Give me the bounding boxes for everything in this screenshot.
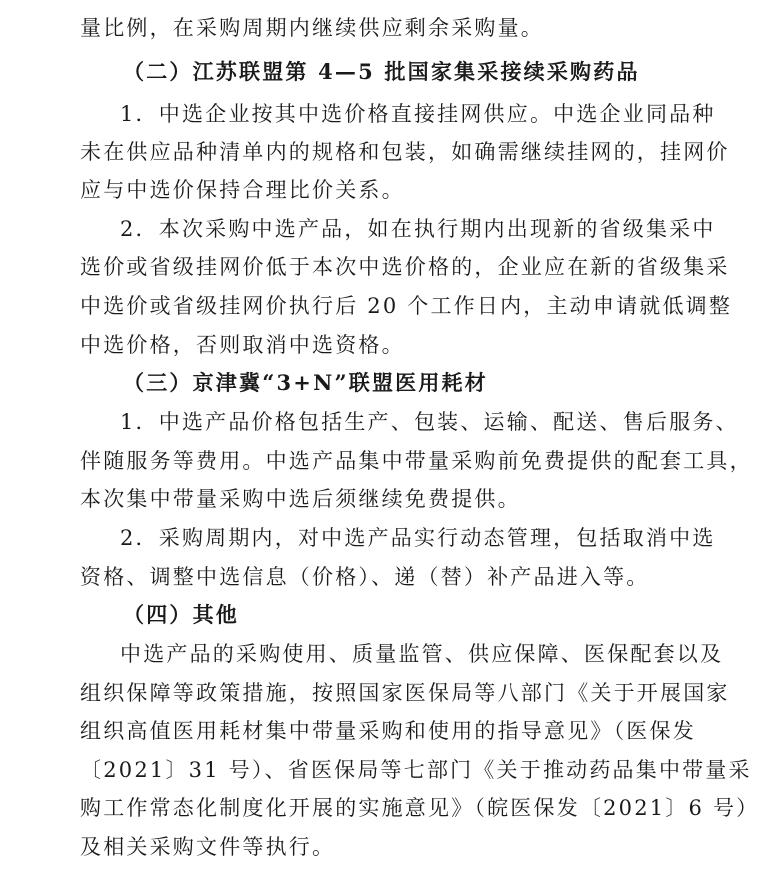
section-heading [0,368,771,398]
text-line [0,13,771,43]
line-text: 本次集中带量采购中选后须继续免费提供。 [80,487,521,511]
text-line [0,291,771,321]
text-line [0,755,771,785]
text-line [0,214,771,244]
line-text: 量比例，在采购周期内继续供应剩余采购量。 [80,16,544,40]
line-text: 未在供应品种清单内的规格和包装，如确需继续挂网的，挂网价 [80,140,730,164]
line-text: 1．中选企业按其中选价格直接挂网供应。中选企业同品种 [120,102,716,126]
heading-text: （四）其他 [123,602,239,627]
text-line [0,716,771,746]
heading-text: （三）京津冀“3+N”联盟医用耗材 [123,370,488,395]
section-heading [0,600,771,630]
line-text: 中选价格，否则取消中选资格。 [80,333,405,357]
heading-text: （二）江苏联盟第 4—5 批国家集采接续采购药品 [123,59,640,84]
text-line [0,484,771,514]
text-line [0,562,771,592]
text-line [0,678,771,708]
line-text: 中选产品的采购使用、质量监管、供应保障、医保配套以及 [120,642,724,666]
section-heading [0,57,771,87]
line-text: 及相关采购文件等执行。 [80,835,336,859]
text-line [0,523,771,553]
line-text: 1．中选产品价格包括生产、包装、运输、配送、售后服务、 [120,410,739,434]
text-line [0,175,771,205]
line-text: 中选价或省级挂网价执行后 20 个工作日内，主动申请就低调整 [80,294,733,318]
text-line [0,407,771,437]
line-text: 资格、调整中选信息（价格）、递（替）补产品进入等。 [80,565,650,589]
line-text: 组织高值医用耗材集中带量采购和使用的指导意见》（医保发 [80,719,696,743]
text-line [0,99,771,129]
text-line [0,446,771,476]
text-line [0,137,771,167]
text-line [0,832,771,862]
text-line [0,252,771,282]
line-text: 选价或省级挂网价低于本次中选价格的，企业应在新的省级集采 [80,255,730,279]
line-text: 购工作常态化制度化开展的实施意见》（皖医保发〔2021〕6 号） [80,796,760,820]
line-text: 2．本次采购中选产品，如在执行期内出现新的省级集采中 [120,217,716,241]
line-text: 伴随服务等费用。中选产品集中带量采购前免费提供的配套工具， [80,449,753,473]
line-text: 〔2021〕31 号）、省医保局等七部门《关于推动药品集中带量采 [80,758,752,782]
text-line [0,639,771,669]
text-line [0,793,771,823]
line-text: 2．采购周期内，对中选产品实行动态管理，包括取消中选 [120,526,716,550]
line-text: 应与中选价保持合理比价关系。 [80,178,405,202]
line-text: 组织保障等政策措施，按照国家医保局等八部门《关于开展国家 [80,681,730,705]
text-line [0,330,771,360]
